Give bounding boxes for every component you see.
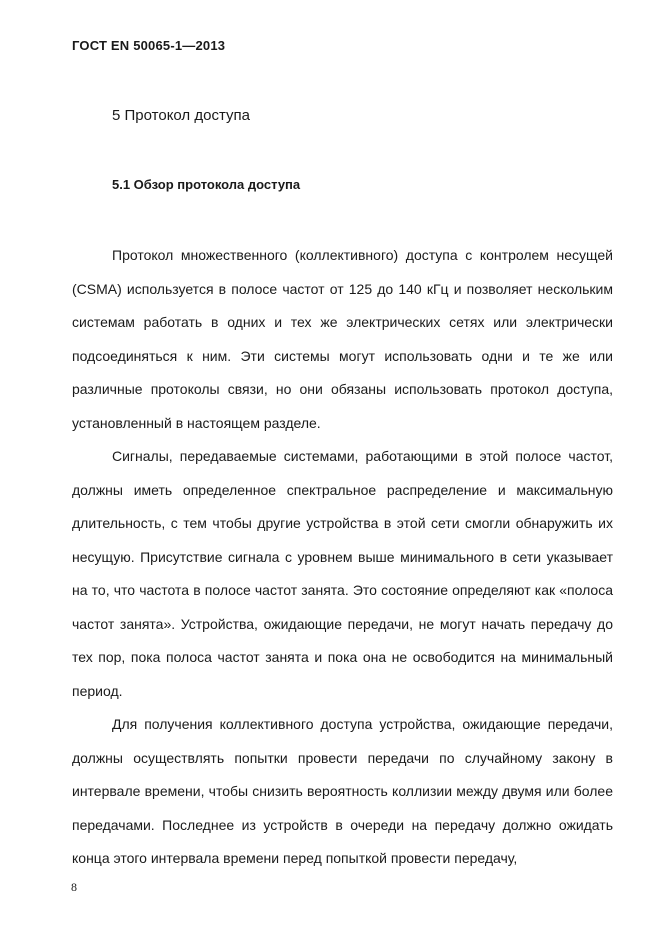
- page-number: 8: [71, 880, 77, 894]
- body-text: [72, 239, 613, 876]
- paragraph-csma-overview: Протокол множественного (коллективного) доступа с контролем несущей (CSMA) используется в полосе частот от 125 до 140 кГц и позволяет нескольким системам работать в одних и тех же электрических сетях или электрически подсоединяться к ним. Эти системы могут использовать одни и те же или различные протоколы связи, но они обязаны использовать протокол доступа, установленный в настоящем разделе.: [72, 247, 613, 431]
- paragraph-collective-access: Для получения коллективного доступа устройства, ожидающие передачи, должны осуществлять попытки провести передачи по случайному закону в интервале времени, чтобы снизить вероятность коллизии между двумя или более передачами. Последнее из устройств в очереди на передачу должно ожидать конца этого интервала времени перед попыткой провести передачу,: [72, 716, 613, 866]
- document-header: ГОСТ EN 50065-1—2013: [72, 38, 226, 53]
- section-title: 5 Протокол доступа: [112, 107, 250, 124]
- subsection-title: 5.1 Обзор протокола доступа: [112, 177, 301, 192]
- paragraph-signals: Сигналы, передаваемые системами, работающими в этой полосе частот, должны иметь определенное спектральное распределение и максимальную длительность, с тем чтобы другие устройства в этой сети смогли обнаружить их несущую. Присутствие сигнала с уровнем выше минимального в сети указывает на то, что частота в полосе частот занята. Это состояние определяют как «полоса частот занята». Устройства, ожидающие передачи, не могут начать передачу до тех пор, пока полоса частот занята и пока она не освободится на минимальный период.: [72, 448, 613, 699]
